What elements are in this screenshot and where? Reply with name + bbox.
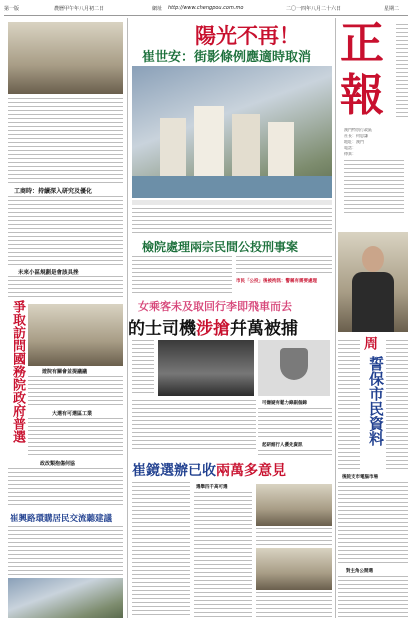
mid-headline: 檢院處理兩宗民間公投刑事案 — [142, 240, 299, 254]
center-article-2 — [132, 256, 232, 296]
left-sub-3: 遊院有關會並提議議 — [42, 369, 88, 375]
left-sub-4: 大選有可選區工業 — [52, 411, 93, 417]
masthead — [338, 18, 408, 218]
center-article-9 — [194, 492, 252, 618]
bottom-headline-blue: 崔鏡選辦已收 — [132, 463, 216, 479]
website-label: 網址 — [152, 6, 163, 12]
center-article-6 — [258, 408, 332, 440]
city-towers-photo — [132, 66, 332, 198]
header-bar — [4, 3, 408, 16]
left-vertical-headline: 爭取訪問國務院政府普選 — [10, 300, 25, 443]
left-sub-1: 工商時：持續深入研究及優化 — [14, 188, 93, 195]
masthead-info-3: 地址：澳門 — [344, 140, 364, 144]
taxi-headline-suffix: 幷萬被捕 — [230, 319, 298, 339]
right-vertical-red: 周 — [362, 336, 378, 350]
group-meeting-photo — [28, 304, 123, 366]
center-article-3 — [236, 256, 332, 276]
left-article-5 — [28, 418, 123, 458]
photo-caption — [132, 200, 332, 205]
center-article-7 — [258, 450, 332, 456]
meeting-room-photo — [256, 484, 332, 526]
masthead-logo: 正報 — [340, 18, 384, 121]
taxi-headline — [128, 314, 298, 339]
left-article-1 — [8, 98, 123, 186]
taxi-headline-prefix: 的士司機 — [128, 319, 196, 339]
mid-subheadline: 市民「公投」後被拘訊：警稱有需要處理 — [236, 279, 317, 284]
divider-right — [335, 18, 336, 618]
weekday: 星期二 — [384, 6, 400, 12]
left-sub-5: 政改類抱傷何協 — [40, 461, 76, 467]
masthead-info-1: 澳門特別行政區 — [344, 128, 372, 132]
center-article-1 — [132, 208, 332, 236]
page-no: 第一版 — [4, 6, 20, 12]
center-article-11 — [256, 592, 332, 618]
right-article-1 — [338, 340, 360, 470]
car-interior-photo — [158, 340, 254, 396]
website-link[interactable]: http://www.chengpou.com.mo — [168, 5, 244, 11]
left-article-4 — [28, 376, 123, 408]
sub-small-1: 可嫌疑有鬆力錄副個錄 — [262, 401, 307, 406]
left-article-2 — [8, 196, 123, 266]
divider-left — [127, 18, 128, 618]
speaker-portrait-photo — [338, 232, 408, 332]
masthead-info-2: 社長：何思謙 — [344, 134, 368, 138]
right-sub-2: 對主角公開選 — [346, 569, 373, 574]
sub-small-3: 選舉四千高可選 — [196, 485, 228, 490]
center-article-10 — [256, 528, 332, 546]
police-emblem-photo — [258, 340, 330, 396]
bottom-left-headline: 崔興路環購居民交流聽建議 — [10, 514, 113, 524]
water — [132, 176, 332, 198]
masthead-info-5: 傳真： — [344, 152, 356, 156]
outdoor-crowd-photo — [8, 578, 123, 618]
sub-small-2: 起研館行人優先資訊 — [262, 443, 303, 448]
top-headline: 陽光不再！ — [195, 24, 300, 48]
masthead-side-text — [396, 24, 408, 120]
top-subheadline: 崔世安：街影條例應適時取消 — [142, 50, 312, 65]
emblem-shape — [280, 348, 308, 380]
conference-photo — [8, 22, 123, 94]
speaker-head — [362, 246, 384, 272]
masthead-info-4: 電話： — [344, 146, 356, 150]
center-article-5 — [132, 400, 256, 450]
right-sub-1: 後院支市電腦市場 — [342, 475, 378, 480]
bottom-headline-red: 兩萬多意見 — [216, 463, 286, 479]
taxi-headline-red: 涉搶 — [196, 319, 230, 339]
speaker-body — [352, 272, 394, 332]
center-article-4 — [132, 340, 154, 396]
bottom-left-article — [8, 526, 123, 576]
left-article-6 — [8, 468, 123, 508]
date-right: 二〇一四年八月二十六日 — [286, 6, 342, 12]
left-article-3 — [8, 276, 123, 298]
pink-headline: 女乘客未及取回行李即飛車而去 — [138, 300, 292, 313]
right-article-3 — [338, 482, 408, 566]
left-sub-2: 未來小區規劃是會該具挫 — [18, 270, 79, 276]
center-article-8 — [132, 482, 190, 618]
right-article-2 — [386, 340, 408, 470]
right-vertical-blue: 誓保市民資料 — [367, 356, 385, 446]
bottom-headline — [132, 460, 286, 480]
right-article-4 — [338, 576, 408, 618]
date-left: 農曆甲午年八月初二日 — [54, 6, 105, 12]
panel-photo — [256, 548, 332, 590]
masthead-contacts — [344, 160, 404, 216]
